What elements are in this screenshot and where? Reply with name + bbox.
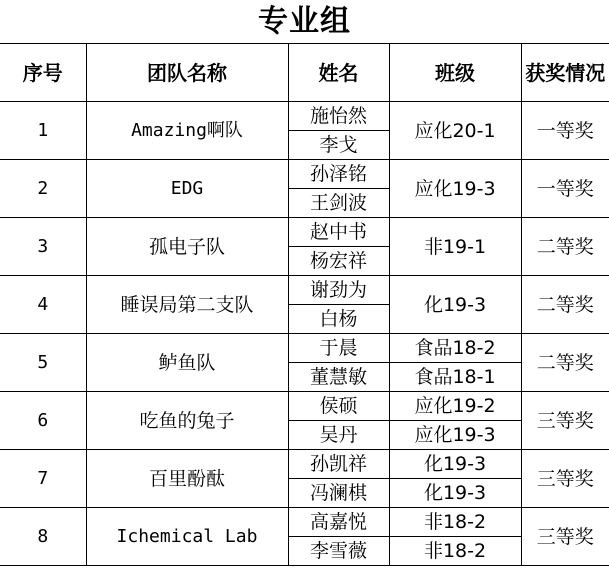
team-number: 6 <box>0 392 86 450</box>
team-name: 吃鱼的兔子 <box>86 392 288 450</box>
team-name: EDG <box>86 160 288 218</box>
member-name: 白杨 <box>288 305 389 334</box>
member-name: 杨宏祥 <box>288 247 389 276</box>
member-name: 孙泽铭 <box>288 160 389 189</box>
member-name: 孙凯祥 <box>288 450 389 479</box>
table-row <box>0 102 609 131</box>
award-level: 二等奖 <box>521 334 609 392</box>
member-class: 应化20-1 <box>389 102 521 160</box>
member-class: 应化19-3 <box>389 421 521 450</box>
award-level: 一等奖 <box>521 160 609 218</box>
award-level: 三等奖 <box>521 508 609 566</box>
member-name: 施怡然 <box>288 102 389 131</box>
award-level: 二等奖 <box>521 276 609 334</box>
table-row <box>0 276 609 305</box>
header-team: 团队名称 <box>86 44 288 102</box>
member-name: 吴丹 <box>288 421 389 450</box>
member-class: 非19-1 <box>389 218 521 276</box>
member-name: 董慧敏 <box>288 363 389 392</box>
team-name: 鲈鱼队 <box>86 334 288 392</box>
page-title: 专业组 <box>258 4 351 39</box>
member-name: 李戈 <box>288 131 389 160</box>
team-number: 7 <box>0 450 86 508</box>
award-level: 三等奖 <box>521 392 609 450</box>
team-name: Amazing啊队 <box>86 102 288 160</box>
award-level: 一等奖 <box>521 102 609 160</box>
member-name: 于晨 <box>288 334 389 363</box>
table-body <box>0 102 609 566</box>
team-name: 睡误局第二支队 <box>86 276 288 334</box>
team-name: 孤电子队 <box>86 218 288 276</box>
team-number: 4 <box>0 276 86 334</box>
table-row <box>0 218 609 247</box>
header-name: 姓名 <box>288 44 389 102</box>
table-row <box>0 392 609 421</box>
member-name: 高嘉悦 <box>288 508 389 537</box>
member-class: 应化19-3 <box>389 160 521 218</box>
member-name: 冯澜棋 <box>288 479 389 508</box>
member-name: 王剑波 <box>288 189 389 218</box>
team-number: 5 <box>0 334 86 392</box>
table-row <box>0 508 609 537</box>
member-class: 食品18-1 <box>389 363 521 392</box>
table-row <box>0 160 609 189</box>
member-name: 赵中书 <box>288 218 389 247</box>
member-class: 化19-3 <box>389 450 521 479</box>
member-class: 化19-3 <box>389 276 521 334</box>
table-row <box>0 450 609 479</box>
table-header-row <box>0 44 609 102</box>
member-name: 李雪薇 <box>288 537 389 566</box>
member-class: 化19-3 <box>389 479 521 508</box>
member-class: 非18-2 <box>389 537 521 566</box>
member-name: 侯硕 <box>288 392 389 421</box>
table-row <box>0 334 609 363</box>
header-class: 班级 <box>389 44 521 102</box>
team-number: 8 <box>0 508 86 566</box>
award-level: 二等奖 <box>521 218 609 276</box>
header-award: 获奖情况 <box>521 44 609 102</box>
team-name: Ichemical Lab <box>86 508 288 566</box>
team-number: 1 <box>0 102 86 160</box>
team-name: 百里酚酞 <box>86 450 288 508</box>
member-class: 非18-2 <box>389 508 521 537</box>
team-number: 2 <box>0 160 86 218</box>
team-number: 3 <box>0 218 86 276</box>
header-no: 序号 <box>0 44 86 102</box>
member-name: 谢劲为 <box>288 276 389 305</box>
member-class: 应化19-2 <box>389 392 521 421</box>
member-class: 食品18-2 <box>389 334 521 363</box>
award-table <box>0 43 609 566</box>
award-level: 三等奖 <box>521 450 609 508</box>
